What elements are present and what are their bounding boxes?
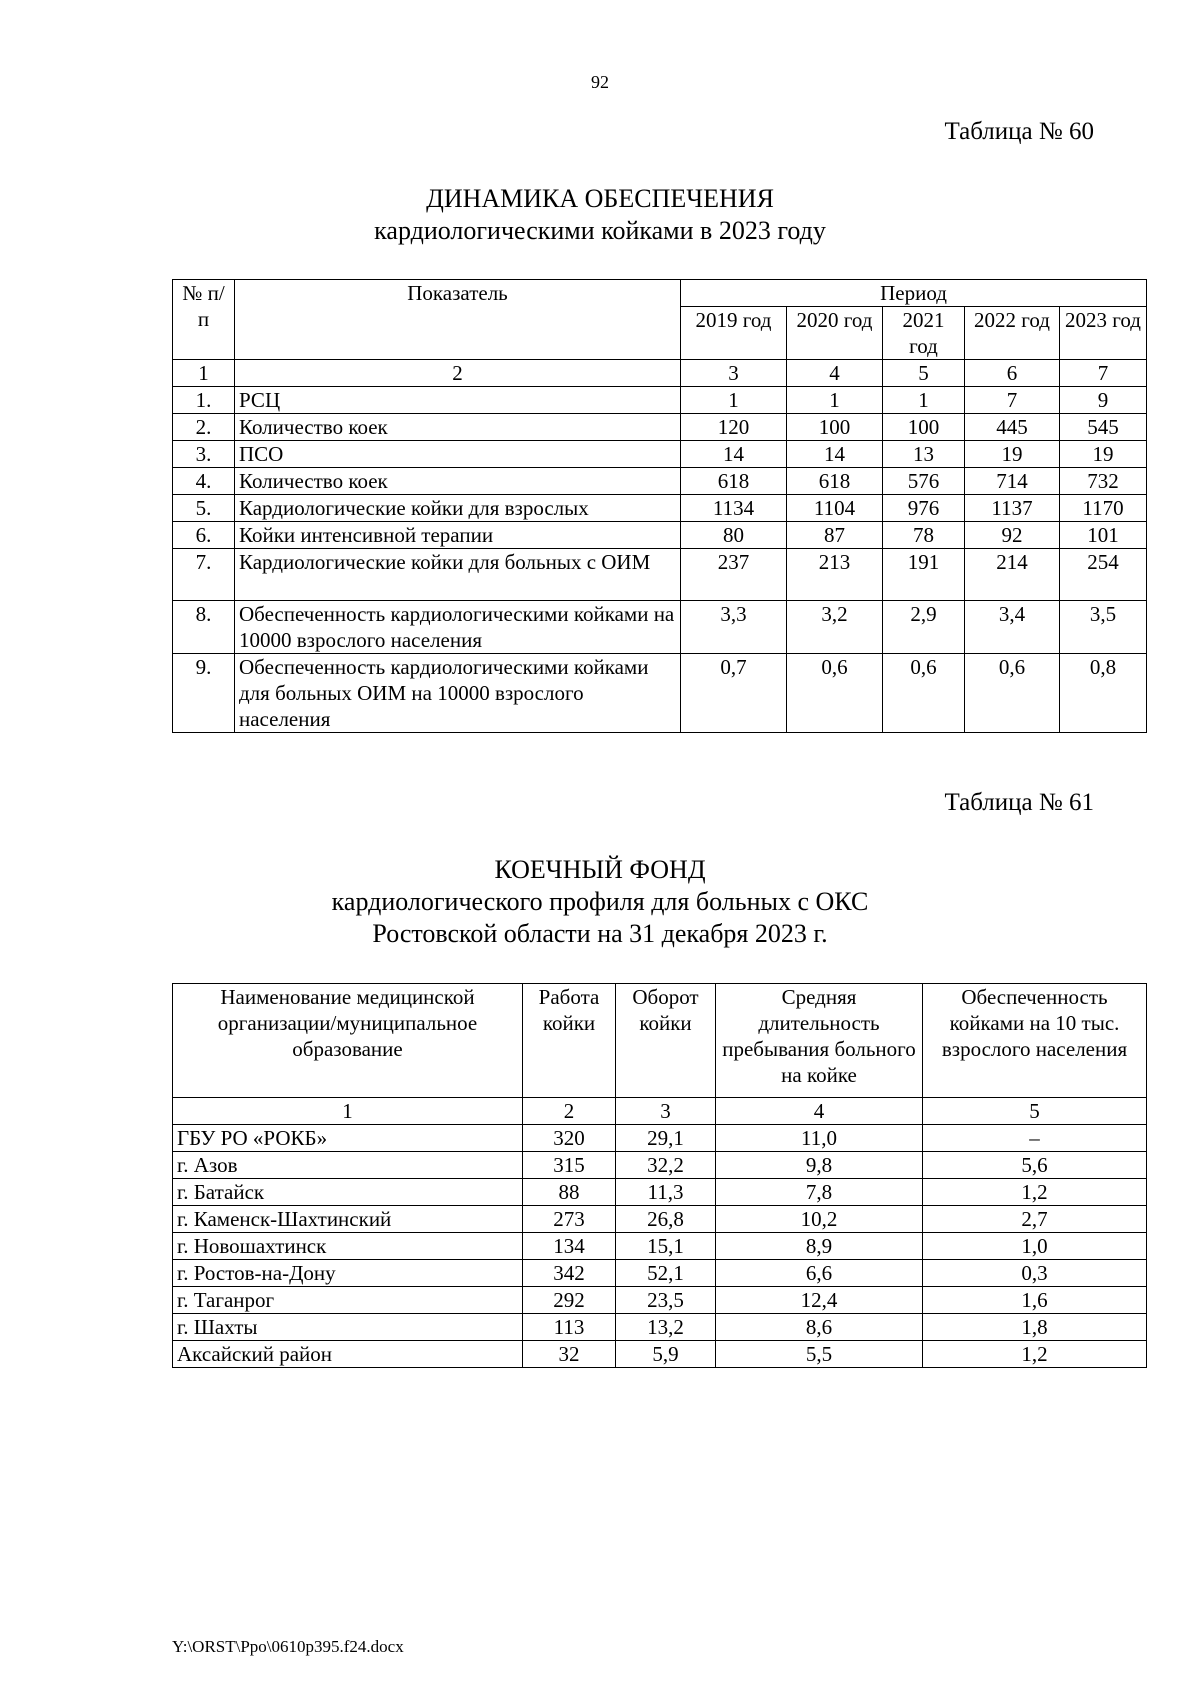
cell-value: 78 — [883, 522, 965, 549]
header-organization: Наименование медицинской организации/муниципальное образование — [173, 984, 523, 1098]
column-number: 1 — [173, 1098, 523, 1125]
cell-value: 0,3 — [923, 1260, 1147, 1287]
cell-value: 1137 — [965, 495, 1060, 522]
column-number: 6 — [965, 360, 1060, 387]
indicator-name: Обеспеченность кардиологическими койками для больных ОИМ на 10000 взрослого населения — [235, 654, 681, 733]
cell-value: 10,2 — [716, 1206, 923, 1233]
cell-value: 237 — [681, 549, 787, 601]
cell-value: 0,6 — [883, 654, 965, 733]
header-year: 2020 год — [787, 307, 883, 360]
table-61 — [172, 983, 1147, 1368]
cell-value: 3,5 — [1060, 601, 1147, 654]
row-number: 7. — [173, 549, 235, 601]
cell-value: 1,8 — [923, 1314, 1147, 1341]
header-period: Период — [681, 280, 1147, 307]
cell-value: 0,7 — [681, 654, 787, 733]
row-number: 8. — [173, 601, 235, 654]
cell-value: 618 — [681, 468, 787, 495]
header-year: 2022 год — [965, 307, 1060, 360]
cell-value: 714 — [965, 468, 1060, 495]
cell-value: 445 — [965, 414, 1060, 441]
cell-value: 320 — [523, 1125, 616, 1152]
cell-value: 1,6 — [923, 1287, 1147, 1314]
cell-value: 292 — [523, 1287, 616, 1314]
organization-name: г. Каменск-Шахтинский — [173, 1206, 523, 1233]
cell-value: 9 — [1060, 387, 1147, 414]
row-number: 2. — [173, 414, 235, 441]
cell-value: 100 — [787, 414, 883, 441]
column-number: 7 — [1060, 360, 1147, 387]
cell-value: 92 — [965, 522, 1060, 549]
cell-value: 6,6 — [716, 1260, 923, 1287]
footer-file-path: Y:\ORST\Ppo\0610p395.f24.docx — [172, 1637, 404, 1656]
row-number: 5. — [173, 495, 235, 522]
cell-value: 3,2 — [787, 601, 883, 654]
cell-value: 1,0 — [923, 1233, 1147, 1260]
indicator-name: Количество коек — [235, 468, 681, 495]
organization-name: г. Азов — [173, 1152, 523, 1179]
cell-value: 545 — [1060, 414, 1147, 441]
table-row — [173, 1260, 1147, 1287]
cell-value: 29,1 — [616, 1125, 716, 1152]
header-year: 2023 год — [1060, 307, 1147, 360]
table-60-title: ДИНАМИКА ОБЕСПЕЧЕНИЯ — [426, 184, 774, 213]
cell-value: – — [923, 1125, 1147, 1152]
table-row — [173, 1179, 1147, 1206]
table-row — [173, 387, 1147, 414]
cell-value: 101 — [1060, 522, 1147, 549]
cell-value: 1,2 — [923, 1179, 1147, 1206]
column-number: 4 — [787, 360, 883, 387]
table-row — [173, 1314, 1147, 1341]
column-number: 2 — [523, 1098, 616, 1125]
organization-name: г. Ростов-на-Дону — [173, 1260, 523, 1287]
cell-value: 7,8 — [716, 1179, 923, 1206]
table-row — [173, 601, 1147, 654]
table-row — [173, 1341, 1147, 1368]
header-indicator: Показатель — [235, 280, 681, 360]
organization-name: г. Новошахтинск — [173, 1233, 523, 1260]
cell-value: 32,2 — [616, 1152, 716, 1179]
table-row — [173, 522, 1147, 549]
cell-value: 2,9 — [883, 601, 965, 654]
indicator-name: Кардиологические койки для взрослых — [235, 495, 681, 522]
column-number: 1 — [173, 360, 235, 387]
indicator-name: Количество коек — [235, 414, 681, 441]
organization-name: г. Таганрог — [173, 1287, 523, 1314]
indicator-name: Обеспеченность кардиологическими койками на 10000 взрослого населения — [235, 601, 681, 654]
cell-value: 14 — [787, 441, 883, 468]
row-number: 3. — [173, 441, 235, 468]
cell-value: 191 — [883, 549, 965, 601]
header-year: 2019 год — [681, 307, 787, 360]
table-row — [173, 468, 1147, 495]
cell-value: 26,8 — [616, 1206, 716, 1233]
table-61-title: КОЕЧНЫЙ ФОНД — [494, 855, 706, 884]
cell-value: 214 — [965, 549, 1060, 601]
cell-value: 14 — [681, 441, 787, 468]
cell-value: 618 — [787, 468, 883, 495]
cell-value: 273 — [523, 1206, 616, 1233]
table-61-subtitle-1: кардиологического профиля для больных с ОКС — [331, 887, 869, 916]
cell-value: 732 — [1060, 468, 1147, 495]
indicator-name: Кардиологические койки для больных с ОИМ — [235, 549, 681, 601]
column-number-row — [173, 1098, 1147, 1125]
organization-name: г. Шахты — [173, 1314, 523, 1341]
column-number: 3 — [616, 1098, 716, 1125]
cell-value: 315 — [523, 1152, 616, 1179]
header-provision: Обеспеченность койками на 10 тыс. взрослого населения — [923, 984, 1147, 1098]
table-61-label: Таблица № 61 — [944, 789, 1094, 816]
organization-name: ГБУ РО «РОКБ» — [173, 1125, 523, 1152]
cell-value: 23,5 — [616, 1287, 716, 1314]
cell-value: 88 — [523, 1179, 616, 1206]
table-61-subtitle-2: Ростовской области на 31 декабря 2023 г. — [372, 919, 828, 948]
cell-value: 576 — [883, 468, 965, 495]
table-row — [173, 549, 1147, 601]
cell-value: 8,6 — [716, 1314, 923, 1341]
table-row — [173, 495, 1147, 522]
table-row — [173, 1287, 1147, 1314]
row-number: 9. — [173, 654, 235, 733]
cell-value: 7 — [965, 387, 1060, 414]
header-num: № п/п — [173, 280, 235, 360]
table-60-label: Таблица № 60 — [944, 118, 1094, 145]
cell-value: 1104 — [787, 495, 883, 522]
column-number: 3 — [681, 360, 787, 387]
organization-name: Аксайский район — [173, 1341, 523, 1368]
column-number: 5 — [923, 1098, 1147, 1125]
cell-value: 254 — [1060, 549, 1147, 601]
cell-value: 1,2 — [923, 1341, 1147, 1368]
column-number: 2 — [235, 360, 681, 387]
header-year: 2021 год — [883, 307, 965, 360]
cell-value: 19 — [965, 441, 1060, 468]
table-row — [173, 414, 1147, 441]
column-number: 4 — [716, 1098, 923, 1125]
cell-value: 87 — [787, 522, 883, 549]
indicator-name: ПСО — [235, 441, 681, 468]
cell-value: 0,6 — [787, 654, 883, 733]
table-60-subtitle: кардиологическими койками в 2023 году — [374, 216, 826, 245]
cell-value: 976 — [883, 495, 965, 522]
cell-value: 80 — [681, 522, 787, 549]
table-row — [173, 1233, 1147, 1260]
cell-value: 120 — [681, 414, 787, 441]
row-number: 1. — [173, 387, 235, 414]
table-60 — [172, 279, 1147, 733]
cell-value: 1 — [681, 387, 787, 414]
cell-value: 342 — [523, 1260, 616, 1287]
cell-value: 2,7 — [923, 1206, 1147, 1233]
row-number: 6. — [173, 522, 235, 549]
cell-value: 1134 — [681, 495, 787, 522]
cell-value: 32 — [523, 1341, 616, 1368]
cell-value: 0,6 — [965, 654, 1060, 733]
cell-value: 5,6 — [923, 1152, 1147, 1179]
cell-value: 1 — [787, 387, 883, 414]
cell-value: 1 — [883, 387, 965, 414]
header-bed-work: Работа койки — [523, 984, 616, 1098]
cell-value: 11,0 — [716, 1125, 923, 1152]
column-number: 5 — [883, 360, 965, 387]
cell-value: 9,8 — [716, 1152, 923, 1179]
cell-value: 15,1 — [616, 1233, 716, 1260]
cell-value: 134 — [523, 1233, 616, 1260]
cell-value: 19 — [1060, 441, 1147, 468]
cell-value: 213 — [787, 549, 883, 601]
page-number: 92 — [591, 72, 609, 92]
cell-value: 13,2 — [616, 1314, 716, 1341]
table-row — [173, 1152, 1147, 1179]
table-row — [173, 654, 1147, 733]
indicator-name: РСЦ — [235, 387, 681, 414]
table-row — [173, 1125, 1147, 1152]
column-number-row — [173, 360, 1147, 387]
table-row — [173, 1206, 1147, 1233]
row-number: 4. — [173, 468, 235, 495]
indicator-name: Койки интенсивной терапии — [235, 522, 681, 549]
cell-value: 12,4 — [716, 1287, 923, 1314]
cell-value: 1170 — [1060, 495, 1147, 522]
header-bed-turnover: Оборот койки — [616, 984, 716, 1098]
table-row — [173, 441, 1147, 468]
cell-value: 5,9 — [616, 1341, 716, 1368]
cell-value: 11,3 — [616, 1179, 716, 1206]
cell-value: 0,8 — [1060, 654, 1147, 733]
header-avg-stay: Средняя длительность пребывания больного на койке — [716, 984, 923, 1098]
cell-value: 3,3 — [681, 601, 787, 654]
cell-value: 5,5 — [716, 1341, 923, 1368]
cell-value: 100 — [883, 414, 965, 441]
cell-value: 8,9 — [716, 1233, 923, 1260]
cell-value: 52,1 — [616, 1260, 716, 1287]
cell-value: 3,4 — [965, 601, 1060, 654]
cell-value: 113 — [523, 1314, 616, 1341]
cell-value: 13 — [883, 441, 965, 468]
organization-name: г. Батайск — [173, 1179, 523, 1206]
